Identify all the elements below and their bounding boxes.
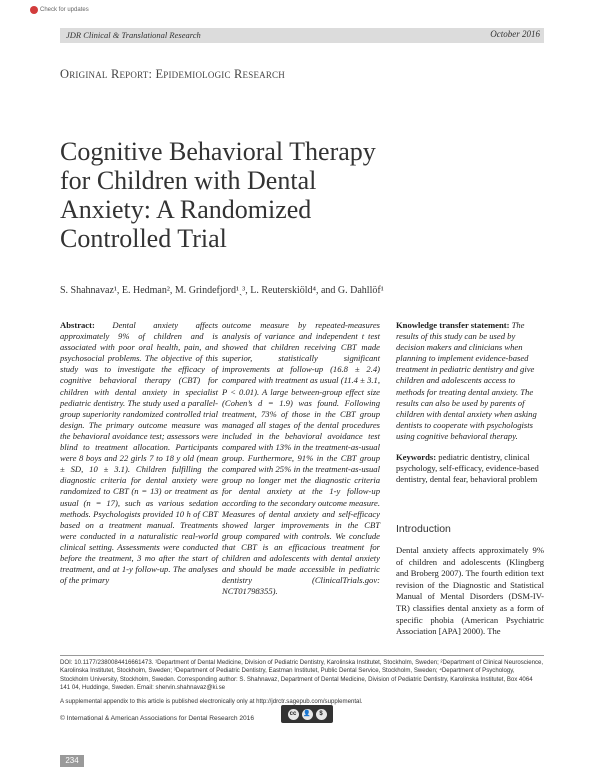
journal-name: JDR Clinical & Translational Research <box>66 30 201 40</box>
title-line: Controlled Trial <box>60 224 227 253</box>
introduction-text: Dental anxiety affects approximately 9% of children and adolescents (Klingberg and Broberg 2007). The fourth edition text revision of the Diagnostic and Statistical Manual of Mental Disorders (DSM-IV-TR) classifies dental anxiety as a form of specific phobia (American Psychiatric Association [APA] 2000). The <box>396 545 544 637</box>
footnote-divider <box>60 655 544 656</box>
keywords <box>396 452 544 485</box>
nc-icon: $ <box>316 709 327 720</box>
title-line: for Children with Dental <box>60 166 317 195</box>
cc-icon: cc <box>288 709 299 720</box>
issue-date: October 2016 <box>490 29 540 39</box>
article-title <box>60 137 480 253</box>
keywords-label: Keywords: <box>396 452 437 462</box>
author-list: S. Shahnavaz¹, E. Hedman², M. Grindefjord¹ˎ³, L. Reuterskiöld⁴, and G. Dahllöf¹ <box>60 285 384 296</box>
page-number: 234 <box>60 755 84 767</box>
affiliation-footnote: DOI: 10.1177/2380084416661473. ¹Department of Dental Medicine, Division of Pediatric Dentistry, Karolinska Institutet, Stockholm, Sweden; ²Department of Clinical Neuroscience, Karolinska Institutet, Stockholm, Sweden; ³Department of Pediatric Dentistry, Eastman Institutet, Public Dental Service, Stockholm, Sweden; ⁴Department of Psychology, Stockholm University, Stockholm, Sweden. Corresponding author: S. Shahnavaz, Department of Dental Medicine, Division of Pediatric Dentistry, Karolinska Institutet, Box 4064 141 04, Huddinge, Sweden. Email: shervin.shahnavaz@ki.se <box>60 659 544 692</box>
title-line: Cognitive Behavioral Therapy <box>60 137 376 166</box>
introduction-heading: Introduction <box>396 523 451 535</box>
supplemental-note: A supplemental appendix to this article is published electronically only at http://jdrctr.sagepub.com/supplemental. <box>60 698 363 705</box>
check-updates-icon <box>30 6 38 14</box>
abstract-label: Abstract: <box>60 320 95 330</box>
abstract-text: Dental anxiety affects approximately 9% of children and is associated with poor oral health, pain, and psychosocial problems. The objective of this study was to investigate the efficacy of cognitive behavioral therapy (CBT) for children with dental anxiety in specialist pediatric dentistry. The study used a parallel-group superiority randomized controlled trial design. The primary outcome measure was the behavioral avoidance test; assessors were blind to treatment allocation. Participants were 8 boys and 22 girls 7 to 18 y old (mean ± SD, 10 ± 3.1). Children fulfilling the diagnostic criteria for dental anxiety were randomized to CBT (n = 13) or treatment as usual (n = 17), such as various sedation methods. Psychologists provided 10 h of CBT based on a treatment manual. Treatments were conducted in a naturalistic real-world clinical setting. Assessments were conducted before the treatment, 3 mo after the start of treatment, and at 1-y follow-up. The analyses of the primary <box>60 320 218 586</box>
badge-label: Check for updates <box>40 7 89 13</box>
by-icon: 👤 <box>302 709 313 720</box>
knowledge-transfer-text: The results of this study can be used by decision makers and clinicians when planning to implement evidence-based treatment in pediatric dentistry and give children and adolescents access to methods for treating dental anxiety. The results can also be used by parents of children with dental anxiety when asking dentists to cooperate with psychologists using cognitive behavioral therapy. <box>396 320 537 441</box>
abstract-column-2 <box>222 320 380 597</box>
creative-commons-license-badge[interactable] <box>281 705 333 723</box>
knowledge-transfer-label: Knowledge transfer statement: <box>396 320 510 330</box>
section-label: Original Report: Epidemiologic Research <box>60 67 285 81</box>
copyright-notice: © International & American Associations for Dental Research 2016 <box>60 715 254 722</box>
knowledge-transfer-statement <box>396 320 544 442</box>
check-for-updates-badge[interactable] <box>30 6 89 14</box>
keywords-text: pediatric dentistry, clinical psychology, self-efficacy, evidence-based dentistry, dental fear, behavioral problem <box>396 452 539 485</box>
abstract-column-1 <box>60 320 218 586</box>
abstract-text-continued: outcome measure by repeated-measures analysis of variance and independent t test showed that children receiving CBT made superior, statistically significant improvements at follow-up (16.8 ± 2.4) compared with treatment as usual (11.4 ± 3.1, P < 0.01). A large between-group effect size (Cohen’s d = 1.9) was found. Following treatment, 73% of those in the CBT group managed all stages of the dental procedures included in the behavioral avoidance test compared with 13% in the treatment-as-usual group. Furthermore, 91% in the CBT group compared with 25% in the treatment-as-usual group no longer met the diagnostic criteria for dental anxiety at the 1-y follow-up according to the secondary outcome measure. Measures of dental anxiety and self-efficacy showed larger improvements in the CBT group compared with controls. We conclude that CBT is an efficacious treatment for children and adolescents with dental anxiety and should be made accessible in pediatric dentistry (ClinicalTrials.gov: NCT01798355). <box>222 320 380 597</box>
title-line: Anxiety: A Randomized <box>60 195 312 224</box>
